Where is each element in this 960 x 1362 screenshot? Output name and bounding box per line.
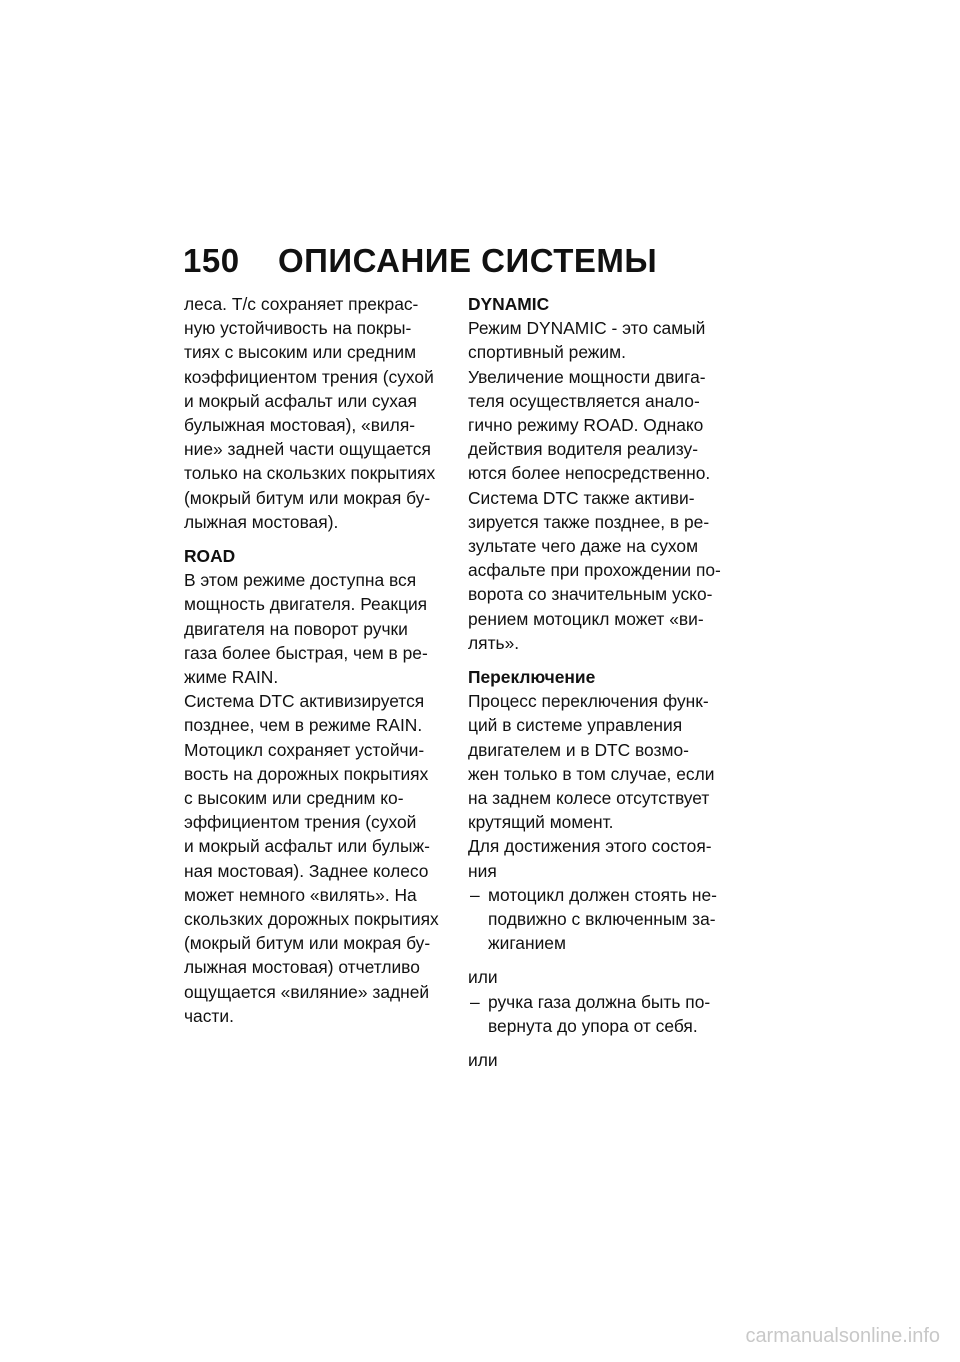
text-line: крутящий момент. bbox=[468, 812, 614, 833]
text-line: лыжная мостовая) отчетливо bbox=[184, 957, 420, 978]
left-column bbox=[184, 292, 456, 1028]
text-line: В этом режиме доступна вся bbox=[184, 570, 417, 591]
text-line: вернута до упора от себя. bbox=[488, 1015, 698, 1036]
text-line: ощущается «виляние» задней bbox=[184, 981, 430, 1002]
text-line: скользких дорожных покрытиях bbox=[184, 909, 439, 930]
or-separator: или bbox=[468, 1050, 498, 1071]
text-line: рением мотоцикл может «ви- bbox=[468, 608, 704, 629]
text-line: мотоцикл должен стоять не- bbox=[488, 884, 717, 905]
text-line: Система DTC также активи- bbox=[468, 487, 695, 508]
text-line: гично режиму ROAD. Однако bbox=[468, 415, 704, 436]
text-line: действия водителя реализу- bbox=[468, 439, 698, 460]
text-line: зируется также позднее, в ре- bbox=[468, 511, 710, 532]
text-line: тиях с высоким или средним bbox=[184, 342, 417, 363]
switch-heading: Переключение bbox=[468, 667, 596, 688]
text-line: Система DTC активизируется bbox=[184, 691, 425, 712]
road-heading: ROAD bbox=[184, 546, 236, 567]
text-line: и мокрый асфальт или булыж- bbox=[184, 836, 430, 857]
dash-marker: – bbox=[470, 991, 480, 1012]
right-column bbox=[468, 292, 736, 1072]
text-line: и мокрый асфальт или сухая bbox=[184, 390, 417, 411]
text-line: (мокрый битум или мокрая бу- bbox=[184, 487, 431, 508]
text-line: Увеличение мощности двига- bbox=[468, 366, 706, 387]
text-line: Процесс переключения функ- bbox=[468, 691, 709, 712]
text-line: лыжная мостовая). bbox=[184, 511, 339, 532]
text-line: Мотоцикл сохраняет устойчи- bbox=[184, 739, 425, 760]
text-line: только на скользких покрытиях bbox=[184, 463, 436, 484]
dynamic-paragraph bbox=[468, 316, 736, 655]
text-line: мощность двигателя. Реакция bbox=[184, 594, 428, 615]
text-line: позднее, чем в режиме RAIN. bbox=[184, 715, 423, 736]
road-paragraph bbox=[184, 568, 456, 1028]
switch-paragraph bbox=[468, 689, 736, 883]
text-line: асфальте при прохождении по- bbox=[468, 560, 721, 581]
text-line: спортивный режим. bbox=[468, 342, 626, 363]
text-line: на заднем колесе отсутствует bbox=[468, 788, 710, 809]
text-line: двигателем и в DTC возмо- bbox=[468, 739, 689, 760]
text-line: ются более непосредственно. bbox=[468, 463, 711, 484]
text-line: ная мостовая). Заднее колесо bbox=[184, 860, 429, 881]
text-line: жиганием bbox=[488, 933, 566, 954]
text-line: с высоким или средним ко- bbox=[184, 788, 404, 809]
text-line: подвижно с включенным за- bbox=[488, 909, 716, 930]
text-line: двигателя на поворот ручки bbox=[184, 618, 408, 639]
condition-item-throttle bbox=[468, 990, 736, 1038]
text-line: теля осуществляется анало- bbox=[468, 390, 700, 411]
text-line: ную устойчивость на покры- bbox=[184, 318, 412, 339]
text-line: коэффициентом трения (сухой bbox=[184, 366, 434, 387]
text-line: жиме RAIN. bbox=[184, 667, 279, 688]
text-line: ций в системе управления bbox=[468, 715, 683, 736]
text-line: ние» задней части ощущается bbox=[184, 439, 431, 460]
text-line: эффициентом трения (сухой bbox=[184, 812, 417, 833]
intro-paragraph bbox=[184, 292, 456, 534]
text-line: жен только в том случае, если bbox=[468, 763, 715, 784]
text-line: вость на дорожных покрытиях bbox=[184, 763, 429, 784]
text-line: лять». bbox=[468, 632, 520, 653]
text-line: может немного «вилять». На bbox=[184, 884, 417, 905]
or-separator: или bbox=[468, 967, 498, 988]
condition-item-stationary bbox=[468, 883, 736, 956]
text-line: газа более быстрая, чем в ре- bbox=[184, 642, 428, 663]
section-title: ОПИСАНИЕ СИСТЕМЫ bbox=[278, 242, 658, 279]
page-header bbox=[183, 242, 657, 280]
text-line: леса. T/c сохраняет прекрас- bbox=[184, 294, 419, 314]
dash-marker: – bbox=[470, 884, 480, 905]
text-line: Режим DYNAMIC - это самый bbox=[468, 318, 706, 339]
text-line: Для достижения этого состоя- bbox=[468, 836, 712, 857]
text-line: ния bbox=[468, 860, 497, 881]
watermark: carmanualsonline.info bbox=[745, 1325, 940, 1347]
text-line: зультате чего даже на сухом bbox=[468, 536, 699, 557]
text-line: ручка газа должна быть по- bbox=[488, 991, 711, 1012]
text-line: ворота со значительным уско- bbox=[468, 584, 713, 605]
text-line: (мокрый битум или мокрая бу- bbox=[184, 933, 431, 954]
page-number: 150 bbox=[183, 242, 240, 279]
text-line: части. bbox=[184, 1005, 234, 1026]
text-line: булыжная мостовая), «виля- bbox=[184, 415, 416, 436]
dynamic-heading: DYNAMIC bbox=[468, 294, 550, 314]
